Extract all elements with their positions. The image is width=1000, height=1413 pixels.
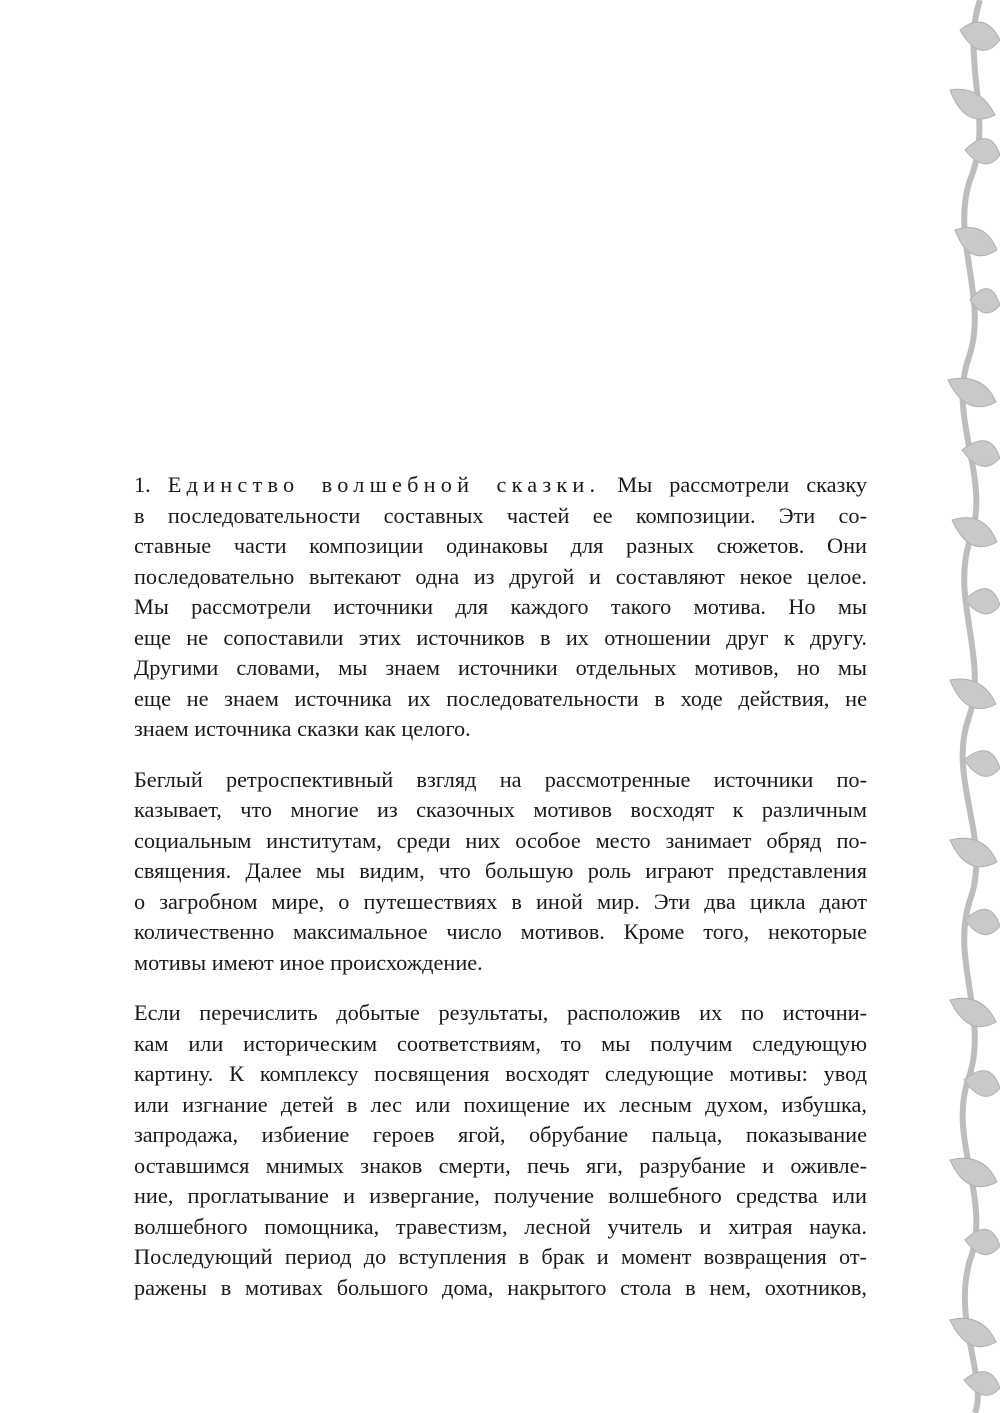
body-text xyxy=(134,470,867,1323)
section-title: Единство волшебной сказки. xyxy=(167,472,601,497)
text-line: социальным институтам, среди них особое место занимает обряд по- xyxy=(134,827,867,853)
text-line: Мы рассмотрели сказку xyxy=(617,472,867,497)
text-line: последовательно вытекают одна из другой и составляют некое целое. xyxy=(134,563,867,589)
text-line: казывает, что многие из сказочных мотивов восходят к различным xyxy=(134,797,867,822)
text-line: картину. К комплексу посвящения восходят следующие мотивы: увод xyxy=(134,1061,867,1086)
text-line: еще не знаем источника их последовательности в ходе действия, не xyxy=(134,685,867,711)
text-line: Последующий период до вступления в брак и момент возвращения от- xyxy=(134,1244,867,1269)
text-line: Беглый ретроспективный взгляд на рассмотренные источники по- xyxy=(134,766,867,792)
paragraph-3 xyxy=(134,998,867,1303)
text-line: Если перечислить добытые результаты, расположив их по источни- xyxy=(134,1000,867,1025)
text-line: оставшимся мнимых знаков смерти, печь яги, разрубание и оживле- xyxy=(134,1152,867,1178)
text-line: мотивы имеют иное происхождение. xyxy=(134,949,483,975)
paragraph-1 xyxy=(134,470,867,745)
text-line: в последовательности составных частей ее композиции. Эти со- xyxy=(134,502,867,528)
text-line: ставные части композиции одинаковы для разных сюжетов. Они xyxy=(134,533,867,558)
text-line: или изгнание детей в лес или похищение их лесным духом, избушка, xyxy=(134,1091,867,1117)
text-line: еще не сопоставили этих источников в их отношении друг к другу. xyxy=(134,624,867,650)
text-line: священия. Далее мы видим, что большую роль играют представления xyxy=(134,858,867,883)
text-line: ние, проглатывание и извергание, получение волшебного средства или xyxy=(134,1183,867,1208)
text-line: о загробном мире, о путешествиях в иной мир. Эти два цикла дают xyxy=(134,888,867,914)
text-line: запродажа, избиение героев ягой, обрубание пальца, показывание xyxy=(134,1122,867,1147)
text-line: волшебного помощника, травестизм, лесной учитель и хитрая наука. xyxy=(134,1213,867,1239)
floral-border-ornament xyxy=(920,0,1000,1413)
section-number: 1. xyxy=(134,472,151,497)
text-line: знаем источника сказки как целого. xyxy=(134,716,471,741)
text-line: ражены в мотивах большого дома, накрытого стола в нем, охотников, xyxy=(134,1274,867,1300)
text-line: кам или историческим соответствиям, то мы получим следующую xyxy=(134,1030,867,1056)
text-line: Другими словами, мы знаем источники отдельных мотивов, но мы xyxy=(134,655,867,680)
text-line: Мы рассмотрели источники для каждого такого мотива. Но мы xyxy=(134,594,867,619)
text-line: количественно максимальное число мотивов. Кроме того, некоторые xyxy=(134,919,867,944)
text-line xyxy=(134,470,867,501)
paragraph-2 xyxy=(134,765,867,979)
